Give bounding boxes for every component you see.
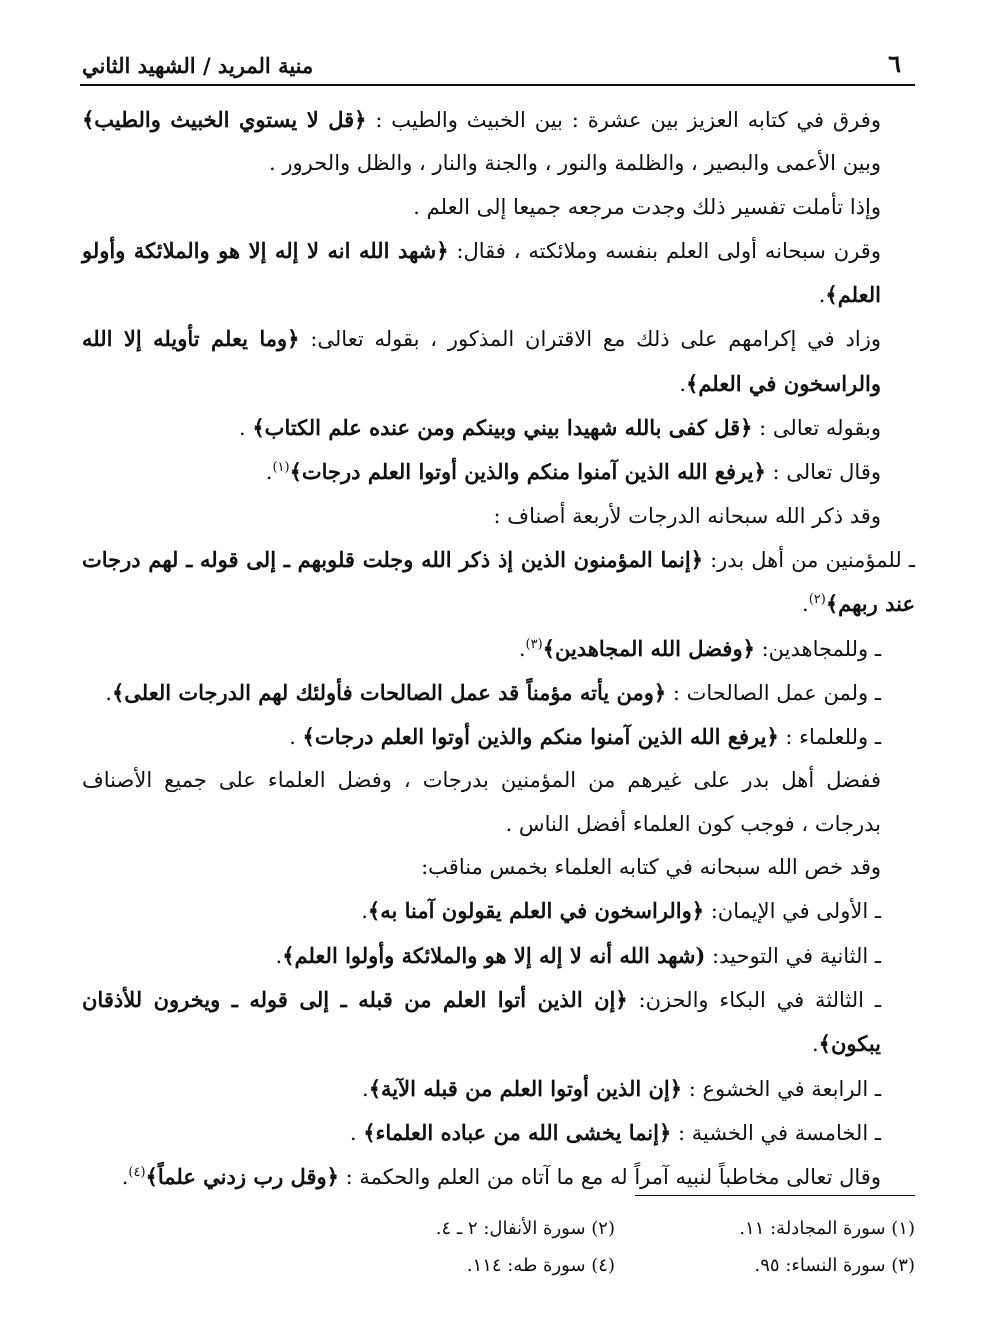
paragraph-conclusion: ففضل أهل بدر على غيرهم من المؤمنين بدرجات ، وفضل العلماء على جميع الأصناف بدرجات ، فوجب كون العلماء أفضل الناس . (82, 768, 881, 836)
quran-quote: ﴿شهد الله انه لا إله إلا هو والملائكة وأولو العلم﴾ (82, 237, 881, 308)
quran-quote: ﴿إن الذين أوتوا العلم من قبله الآية﴾ (368, 1075, 683, 1101)
quran-quote: (شهد الله أنه لا إله إلا هو والملائكة وأولوا العلم﴾ (282, 942, 706, 968)
paragraph-witness: وبقوله تعالى : ﴿قل كفى بالله شهيدا بيني وبينكم ومن عنده علم الكتاب﴾ . (239, 415, 881, 441)
quran-quote: ﴿إنما يخشى الله من عباده العلماء﴾ (363, 1119, 672, 1145)
list-item-humility: ـ الرابعة في الخشوع : ﴿إن الذين أوتوا العلم من قبله الآية﴾. (362, 1075, 881, 1101)
paragraph-four-classes: وقد ذكر الله سبحانه الدرجات لأربعة أصناف : (493, 503, 881, 528)
quran-quote: ﴿إن الذين أتوا العلم من قبله ـ إلى قوله ـ ويخرون للأذقان يبكون﴾ (82, 986, 881, 1057)
quran-quote: ﴿والراسخون في العلم يقولون آمنا به﴾ (367, 898, 705, 924)
paragraph-honor: وزاد في إكرامهم على ذلك مع الاقتران المذكور ، بقوله تعالى: ﴿وما يعلم تأويله إلا الله والراسخون في العلم﴾. (82, 326, 881, 396)
book-title: منية المريد / الشهيد الثاني (82, 53, 314, 78)
quran-quote: ﴿وفضل الله المجاهدين﴾ (542, 635, 755, 661)
page-number: ٦ (888, 49, 901, 78)
list-item-tawhid: ـ الثانية في التوحيد: (شهد الله أنه لا إله إلا هو والملائكة وأولوا العلم﴾. (275, 942, 881, 968)
footnote-ref: (٣) (525, 636, 543, 652)
list-item-fear: ـ الخامسة في الخشية : ﴿إنما يخشى الله من عباده العلماء﴾ . (349, 1119, 881, 1145)
main-text (82, 98, 915, 1199)
quran-quote: ﴿ومن يأته مؤمناً قد عمل الصالحات فأولئك لهم الدرجات العلى﴾ (111, 679, 667, 705)
quran-quote: ﴿وما يعلم تأويله إلا الله والراسخون في العلم﴾ (82, 326, 881, 396)
footnote-ref: (٤) (128, 1165, 146, 1181)
quran-quote: ﴿وقل رب زدني علماً﴾ (145, 1164, 339, 1190)
paragraph-association: وقرن سبحانه أولى العلم بنفسه وملائكته ، فقال: ﴿شهد الله انه لا إله إلا هو والملائكة وأولو العلم﴾. (82, 237, 881, 308)
paragraph-five-virtues: وقد خص الله سبحانه في كتابه العلماء بخمس مناقب: (421, 855, 881, 880)
quran-quote: ﴿يرفع الله الذين آمنوا منكم والذين أوتوا العلم درجات﴾ (289, 459, 766, 485)
paragraph-distinctions: وفرق في كتابه العزيز بين عشرة : بين الخبيث والطيب : ﴿قل لا يستوي الخبيث والطيب﴾ وبين الأعمى والبصير ، والظلمة والنور ، والجنة والنار ، والظل والحرور . (82, 107, 881, 176)
paragraph-increase-knowledge: وقال تعالى مخاطباً لنبيه آمراً له مع ما آتاه من العلم والحكمة : ﴿وقل رب زدني علماً﴾$^{(٤)}$. (121, 1164, 881, 1190)
quran-quote: ﴿قل لا يستوي الخبيث والطيب﴾ (82, 107, 367, 132)
list-item-faith: ـ الأولى في الإيمان: ﴿والراسخون في العلم يقولون آمنا به﴾. (361, 898, 881, 924)
footnote-4: (٤) سورة طه: ١١٤. (466, 1255, 615, 1276)
quran-quote: ﴿قل كفى بالله شهيدا بيني وبينكم ومن عنده علم الكتاب﴾ (252, 415, 753, 441)
running-header (80, 38, 915, 78)
footnote-rule (635, 1195, 915, 1196)
footnote-1: (١) سورة المجادلة: ١١. (739, 1218, 915, 1239)
paragraph-ranks: وقال تعالى : ﴿يرفع الله الذين آمنوا منكم والذين أوتوا العلم درجات﴾$^{(١)}$. (265, 459, 881, 485)
header-rule (80, 84, 915, 86)
footnote-3: (٣) سورة النساء: ٩٥. (754, 1255, 915, 1276)
list-item-righteous: ـ ولمن عمل الصالحات : ﴿ومن يأته مؤمناً قد عمل الصالحات فأولئك لهم الدرجات العلى﴾. (105, 679, 881, 705)
list-item-scholars: ـ وللعلماء : ﴿يرفع الله الذين آمنوا منكم والذين أوتوا العلم درجات﴾ . (289, 724, 881, 750)
paragraph-reflection: وإذا تأملت تفسير ذلك وجدت مرجعه جميعا إلى العلم . (413, 194, 881, 219)
quran-quote: ﴿إنما المؤمنون الذين إذ ذكر الله وجلت قلوبهم ـ إلى قوله ـ لهم درجات عند ربهم﴾ (82, 546, 915, 617)
footnotes (315, 1210, 915, 1284)
quran-quote: ﴿يرفع الله الذين آمنوا منكم والذين أوتوا العلم درجات﴾ (302, 724, 779, 750)
footnote-ref: (١) (272, 460, 290, 476)
footnote-ref: (٢) (808, 592, 826, 608)
footnote-2: (٢) سورة الأنفال: ٢ ـ ٤. (435, 1218, 615, 1239)
list-item-badr: ـ للمؤمنين من أهل بدر: ﴿إنما المؤمنون الذين إذ ذكر الله وجلت قلوبهم ـ إلى قوله ـ لهم درجات عند ربهم﴾$^{(٢)}$. (82, 546, 915, 617)
list-item-mujahidin: ـ وللمجاهدين: ﴿وفضل الله المجاهدين﴾$^{(٣)}$. (518, 635, 881, 661)
list-item-weeping: ـ الثالثة في البكاء والحزن: ﴿إن الذين أتوا العلم من قبله ـ إلى قوله ـ ويخرون للأذقان يبكون﴾. (82, 986, 881, 1057)
